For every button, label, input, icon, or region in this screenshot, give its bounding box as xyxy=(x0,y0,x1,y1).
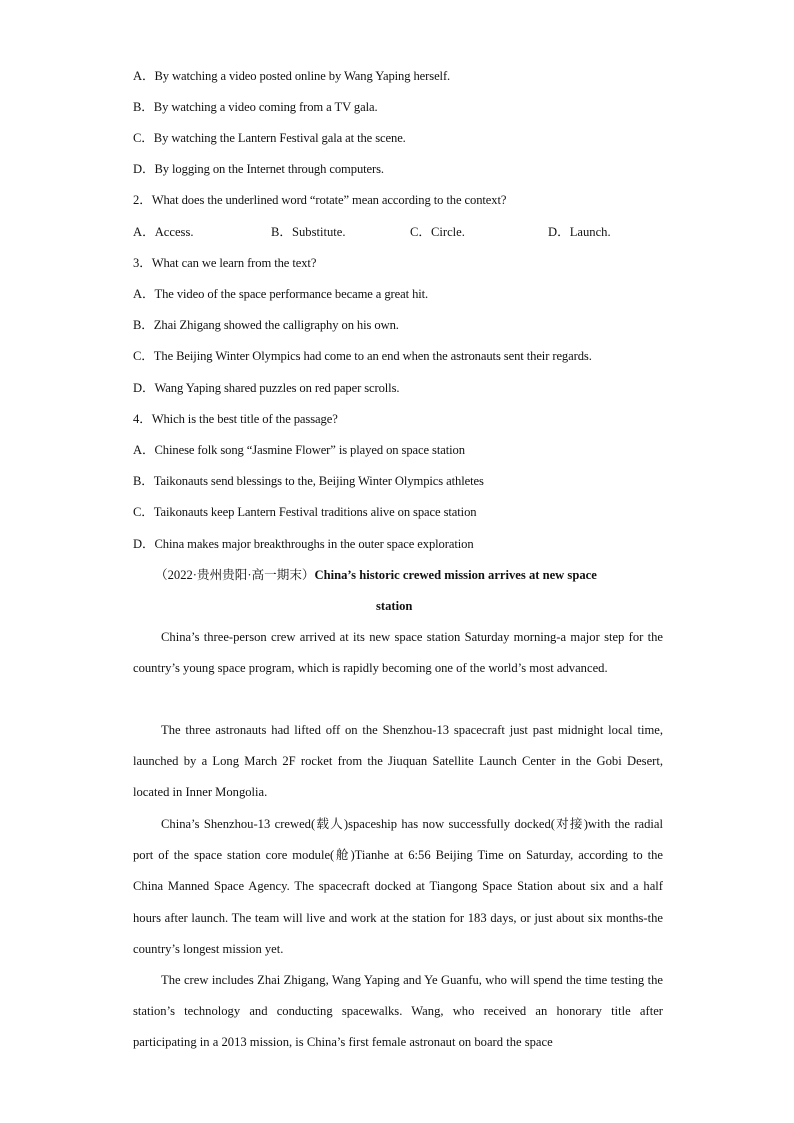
q3-option-a: A．The video of the space performance became a great hit. xyxy=(133,287,429,301)
q1-option-c: C．By watching the Lantern Festival gala at the scene. xyxy=(133,131,406,145)
q4-option-a: A．Chinese folk song “Jasmine Flower” is played on space station xyxy=(133,443,465,457)
q1-option-b: B．By watching a video coming from a TV gala. xyxy=(133,100,378,114)
q2-options-row xyxy=(133,224,693,240)
passage-paragraph-4: The crew includes Zhai Zhigang, Wang Yaping and Ye Guanfu, who will spend the time testing the station’s technology and conducting spacewalks. Wang, who received an honorary title after participating in a 2013 mission, is China’s first female astronaut on board the space xyxy=(133,973,663,1050)
q2-option-d: D．Launch. xyxy=(548,225,611,239)
passage-source: （2022·贵州贵阳·高一期末） xyxy=(155,568,315,582)
passage-paragraph-2: The three astronauts had lifted off on the Shenzhou-13 spacecraft just past midnight local time, launched by a Long March 2F rocket from the Jiuquan Satellite Launch Center in the Gobi Desert, located in Inner Mongolia. xyxy=(133,723,663,800)
q3-stem: 3．What can we learn from the text? xyxy=(133,256,317,270)
q4-option-b: B．Taikonauts send blessings to the, Beijing Winter Olympics athletes xyxy=(133,474,484,488)
q3-option-b: B．Zhai Zhigang showed the calligraphy on his own. xyxy=(133,318,399,332)
passage-title-line-1 xyxy=(155,567,597,583)
q4-option-d: D．China makes major breakthroughs in the outer space exploration xyxy=(133,537,474,551)
q1-option-d: D．By logging on the Internet through computers. xyxy=(133,162,384,176)
q4-stem: 4．Which is the best title of the passage? xyxy=(133,412,338,426)
q2-option-a: A．Access. xyxy=(133,225,194,239)
passage-title-line-2 xyxy=(376,598,412,614)
passage-paragraph-1: China’s three-person crew arrived at its new space station Saturday morning-a major step for the country’s young space program, which is rapidly becoming one of the world’s most advanced. xyxy=(133,630,663,676)
q2-option-c: C．Circle. xyxy=(410,225,465,239)
q4-option-c: C．Taikonauts keep Lantern Festival traditions alive on space station xyxy=(133,505,477,519)
q2-option-b: B．Substitute. xyxy=(271,225,346,239)
passage-paragraph-3: China’s Shenzhou-13 crewed(载人)spaceship has now successfully docked(对接)with the radial port of the space station core module(舱)Tianhe at 6:56 Beijing Time on Saturday, according to the China Manned Space Agency. The spacecraft docked at Tiangong Space Station about six and a half hours after launch. The team will live and work at the station for 183 days, or just about six months-the country’s longest mission yet. xyxy=(133,817,663,956)
q2-stem: 2．What does the underlined word “rotate” mean according to the context? xyxy=(133,193,507,207)
passage-title: China’s historic crewed mission arrives at new space xyxy=(314,568,597,582)
q1-option-a: A．By watching a video posted online by Wang Yaping herself. xyxy=(133,69,451,83)
q3-option-c: C．The Beijing Winter Olympics had come to an end when the astronauts sent their regards. xyxy=(133,349,592,363)
passage-title-continued: station xyxy=(376,599,413,613)
q3-option-d: D．Wang Yaping shared puzzles on red paper scrolls. xyxy=(133,381,400,395)
